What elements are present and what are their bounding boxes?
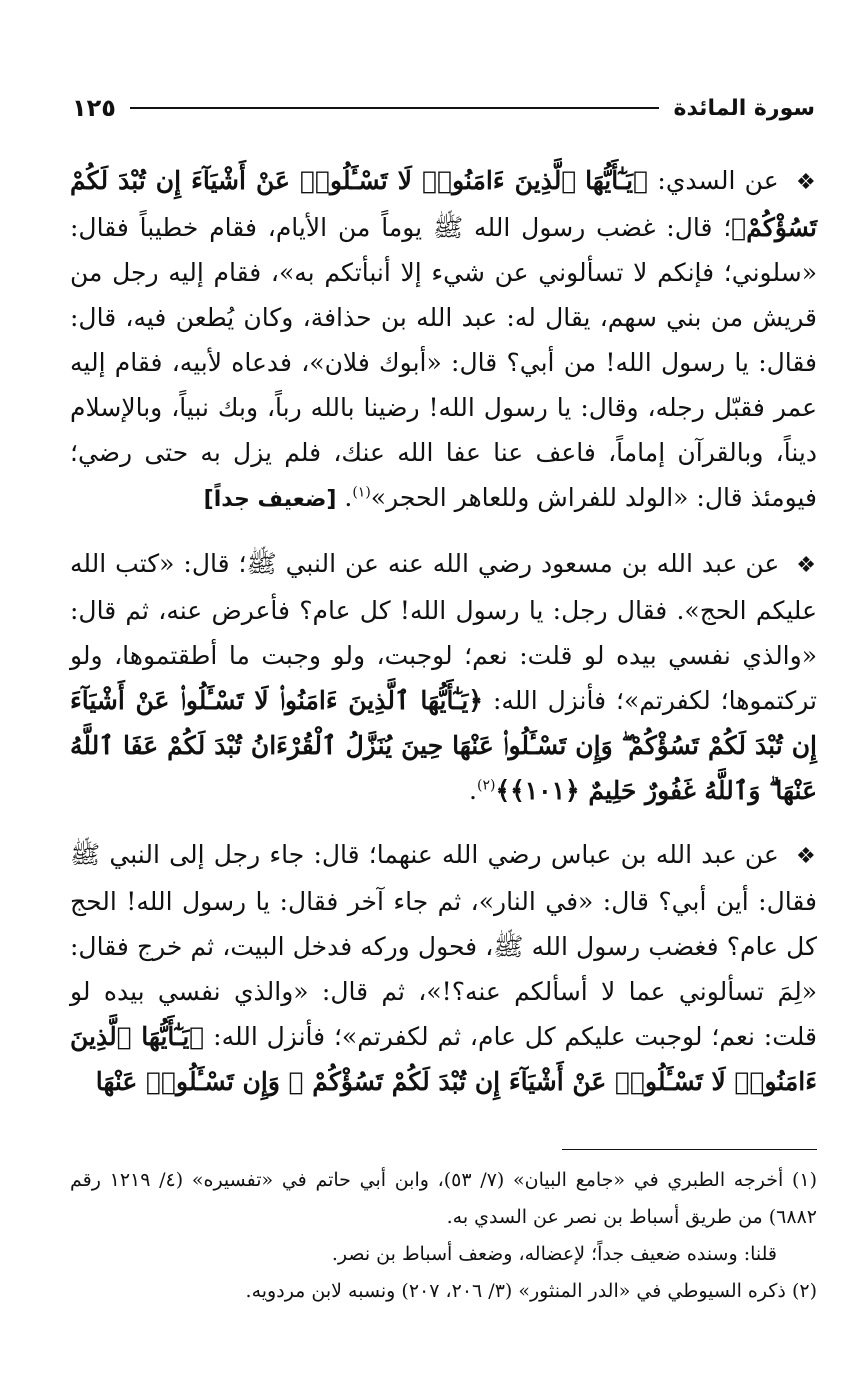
footnote-separator xyxy=(562,1149,817,1150)
narration-paragraph xyxy=(70,832,817,1104)
footnote-marker: (١) xyxy=(791,1169,818,1191)
header-rule xyxy=(130,107,660,109)
diamond-bullet-icon: ❖ xyxy=(795,170,817,195)
narration-paragraph xyxy=(70,541,817,813)
footnote-ref[interactable]: (١) xyxy=(352,484,371,501)
footnote-ref[interactable]: (٢) xyxy=(476,777,496,794)
footnote-item xyxy=(70,1162,817,1236)
page-header xyxy=(72,88,815,128)
narration-intro: عن السدي: xyxy=(657,166,779,195)
hadith-grade: [ضعيف جداً] xyxy=(203,487,337,512)
footnote-text: أخرجه الطبري في «جامع البيان» (٧/ ٥٣)، وابن أبي حاتم في «تفسيره» (٤/ ١٢١٩ رقم ٦٨٨٢) من طريق أسباط بن نصر عن السدي به. xyxy=(70,1169,817,1228)
surah-title: سورة المائدة xyxy=(673,95,815,121)
diamond-bullet-icon: ❖ xyxy=(796,844,817,869)
page-number: ١٢٥ xyxy=(72,94,116,122)
sentence-end: . xyxy=(469,776,477,805)
main-text xyxy=(70,158,817,1123)
footnote-marker: (٢) xyxy=(791,1280,817,1302)
quran-verse: ﴿يَـٰٓأَيُّهَا ٱلَّذِينَ ءَامَنُوا۟ لَا تَسْـَٔلُوا۟ عَنْ أَشْيَآءَ إِن تُبْدَ لَكُمْ تَسُؤْكُمْ ۖ وَإِن تَسْـَٔلُوا۟ عَنْهَا xyxy=(70,1022,817,1096)
quran-verse: ﴿يَـٰٓأَيُّهَا ٱلَّذِينَ ءَامَنُوا۟ لَا تَسْـَٔلُوا۟ عَنْ أَشْيَآءَ إِن تُبْدَ لَكُمْ تَسُؤْكُمْ ۖ وَإِن تَسْـَٔلُوا۟ عَنْهَا حِينَ يُنَزَّلُ ٱلْقُرْءَانُ تُبْدَ لَكُمْ عَفَا ٱللَّهُ عَنْهَا ۗ وَٱللَّهُ غَفُورٌ حَلِيمٌ ﴿١٠١﴾﴾ xyxy=(70,686,817,805)
footnote-text: ذكره السيوطي في «الدر المنثور» (٣/ ٢٠٦، ٢٠٧) ونسبه لابن مردويه. xyxy=(245,1280,786,1302)
narration-paragraph: ❖ عن السدي: ﴿يَـٰٓأَيُّهَا ٱلَّذِينَ ءَامَنُوا۟ لَا تَسْـَٔلُوا۟ عَنْ أَشْيَآءَ إِن تُبْدَ لَكُمْ تَسُؤْكُمْ﴾؛ قال: غضب رسول الله ﷺ يوماً من الأيام، فقام خطيباً فقال: «سلوني؛ فإنكم لا تسألوني عن شيء إلا أنبأتكم به»، فقام إليه رجل من قريش من بني سهم، يقال له: عبد الله بن حذافة، وكان يُطعن فيه، قال: فقال: يا رسول الله! من أبي؟ قال: «أبوك فلان»، فدعاه لأبيه، فقام إليه عمر فقبّل رجله، وقال: يا رسول الله! رضينا بالله رباً، وبك نبياً، وبالإسلام ديناً، وبالقرآن إماماً، فاعف عنا عفا الله عنك، فلم يزل به حتى رضي؛ فيومئذ قال: «الولد للفراش وللعاهر الحجر»$^{(١)}$. [ضعيف جداً] xyxy=(70,166,817,512)
footnotes xyxy=(70,1162,817,1310)
footnote-text: قلنا: وسنده ضعيف جداً؛ لإعضاله، وضعف أسباط بن نصر. xyxy=(331,1243,777,1265)
narration-text: عن عبد الله بن عباس رضي الله عنهما؛ قال: جاء رجل إلى النبي ﷺ فقال: أين أبي؟ قال: «في النار»، ثم جاء آخر فقال: يا رسول الله! الحج كل عام؟ فغضب رسول الله ﷺ، فحول وركه فدخل البيت، ثم خرج فقال: «لِمَ تسألوني عما لا أسألكم عنه؟!»، ثم قال: «والذي نفسي بيده لو قلت: نعم؛ لوجبت عليكم كل عام، ثم لكفرتم»؛ فأنزل الله: xyxy=(70,840,818,1051)
narration-text: عن عبد الله بن مسعود رضي الله عنه عن النبي ﷺ؛ قال: «كتب الله عليكم الحج». فقال رجل: يا رسول الله! كل عام؟ فأعرض عنه، ثم قال: «والذي نفسي بيده لو قلت: نعم؛ لوجبت، ولو وجبت ما أطقتموها، ولو تركتموها؛ لكفرتم»؛ فأنزل الله: xyxy=(70,549,817,715)
footnote-item-continuation xyxy=(70,1236,817,1273)
footnote-item xyxy=(70,1273,817,1310)
narration-text: ؛ قال: غضب رسول الله ﷺ يوماً من الأيام، فقام خطيباً فقال: «سلوني؛ فإنكم لا تسألوني عن شيء إلا أنبأتكم به»، فقام إليه رجل من قريش من بني سهم، يقال له: عبد الله بن حذافة، وكان يُطعن فيه، قال: فقال: يا رسول الله! من أبي؟ قال: «أبوك فلان»، فدعاه لأبيه، فقام إليه عمر فقبّل رجله، وقال: يا رسول الله! رضينا بالله رباً، وبك نبياً، وبالإسلام ديناً، وبالقرآن إماماً، فاعف عنا عفا الله عنك، فلم يزل به حتى رضي؛ فيومئذ قال: «الولد للفراش وللعاهر الحجر» xyxy=(70,213,817,512)
diamond-bullet-icon: ❖ xyxy=(796,553,817,578)
quran-verse: ﴿يَـٰٓأَيُّهَا ٱلَّذِينَ ءَامَنُوا۟ لَا تَسْـَٔلُوا۟ عَنْ أَشْيَآءَ إِن تُبْدَ لَكُمْ تَسُؤْكُمْ﴾ xyxy=(70,166,817,242)
